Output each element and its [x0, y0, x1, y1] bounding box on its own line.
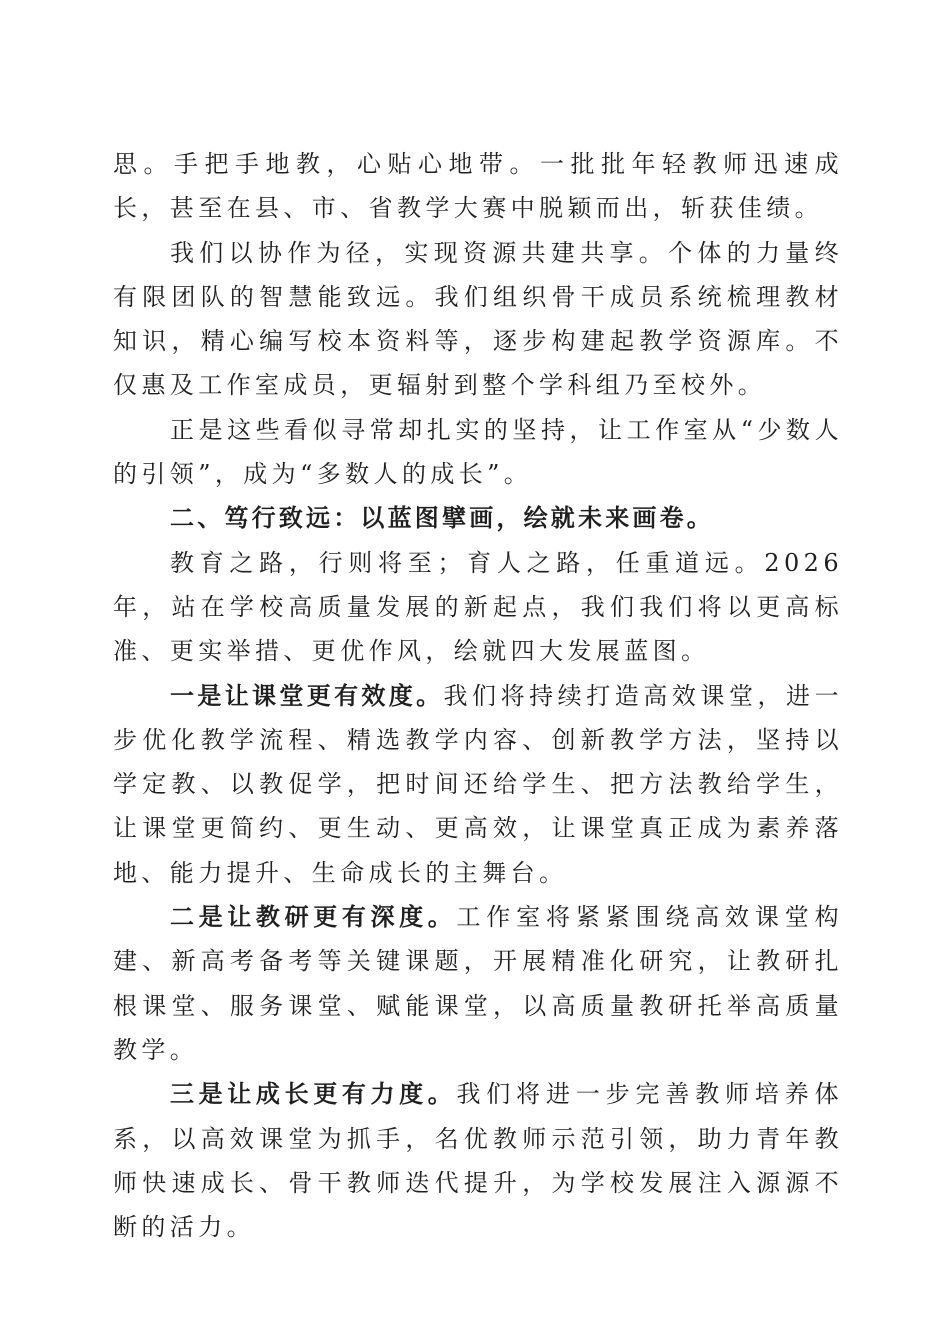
- paragraph-lead-growth: 三是让成长更有力度。: [170, 1080, 457, 1109]
- paragraph-lead-research: 二是让教研更有深度。: [170, 903, 457, 932]
- paragraph-body-research: 工作室将紧紧围绕高效课堂构建、新高考备考等关键课题，开展精准化研究，让教研扎根课堂、服务课堂、赋能课堂，以高质量教研托举高质量教学。: [113, 903, 843, 1064]
- document-body: [113, 142, 843, 1249]
- paragraph-research: [113, 895, 843, 1072]
- paragraph-continuation: 思。手把手地教，心贴心地带。一批批年轻教师迅速成长，甚至在县、市、省教学大赛中脱颖而出，斩获佳绩。: [113, 150, 843, 223]
- paragraph-persistence: 正是这些看似寻常却扎实的坚持，让工作室从“少数人的引领”，成为“多数人的成长”。: [113, 415, 843, 489]
- paragraph-collaboration: 我们以协作为径，实现资源共建共享。个体的力量终有限团队的智慧能致远。我们组织骨干成员系统梳理教材知识，精心编写校本资料等，逐步构建起教学资源库。不仅惠及工作室成员，更辐射到整个学科组乃至校外。: [113, 238, 843, 400]
- section-heading-2: 二、笃行致远：以蓝图擘画，绘就未来画卷。: [170, 504, 714, 533]
- paragraph-blueprint-intro: 教育之路，行则将至；育人之路，任重道远。2026 年，站在学校高质量发展的新起点，我们我们将以更高标准、更实举措、更优作风，绘就四大发展蓝图。: [113, 548, 843, 666]
- paragraph-lead-classroom: 一是让课堂更有效度。: [170, 681, 444, 710]
- paragraph-body-classroom: 我们将持续打造高效课堂，进一步优化教学流程、精选教学内容、创新教学方法，坚持以学定教、以教促学，把时间还给学生、把方法教给学生，让课堂更简约、更生动、更高效，让课堂真正成为素养落地、能力提升、生命成长的主舞台。: [113, 681, 843, 887]
- paragraph-growth: [113, 1072, 843, 1249]
- paragraph-body-growth: 我们将进一步完善教师培养体系，以高效课堂为抓手，名优教师示范引领，助力青年教师快速成长、骨干教师迭代提升，为学校发展注入源源不断的活力。: [113, 1080, 843, 1242]
- paragraph-classroom: [113, 674, 843, 895]
